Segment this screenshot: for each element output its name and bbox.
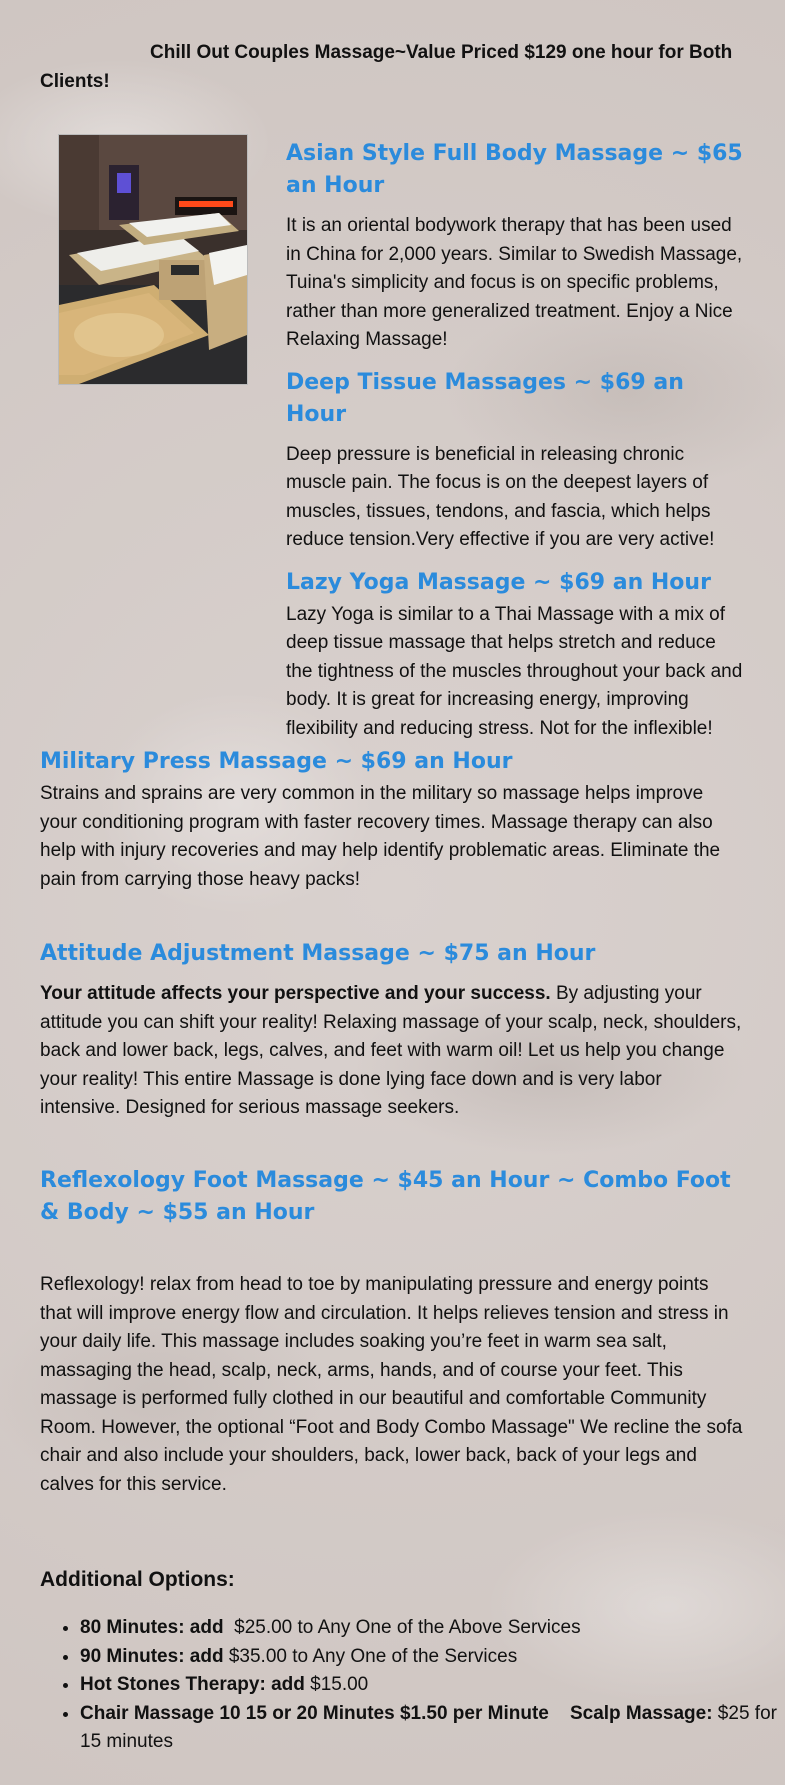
option-label: Chair Massage 10 15 or 20 Minutes $1.50 per Minute Scalp Massage: bbox=[80, 1702, 713, 1724]
additional-options-list bbox=[40, 1614, 785, 1757]
service-description: It is an oriental bodywork therapy that has been used in China for 2,000 years. Similar to Swedish Massage, Tuina's simplicity and focus is on specific problems, rather than more generalized treatment. Enjoy a Nice Relaxing Massage! bbox=[286, 215, 743, 350]
service-military-press bbox=[40, 746, 745, 894]
list-item bbox=[80, 1700, 785, 1757]
list-item bbox=[80, 1671, 785, 1700]
service-description bbox=[40, 980, 745, 1123]
option-label: 80 Minutes: add bbox=[80, 1617, 224, 1638]
additional-options-title: Additional Options: bbox=[40, 1568, 235, 1591]
service-lead-text: Your attitude affects your perspective and your success. bbox=[40, 983, 551, 1004]
option-text: $35.00 to Any One of the Services bbox=[223, 1645, 518, 1667]
service-reflexology bbox=[40, 1165, 745, 1499]
list-item bbox=[80, 1614, 785, 1643]
couples-massage-intro: Chill Out Couples Massage~Value Priced $129 one hour for Both Clients! bbox=[40, 42, 733, 92]
service-asian-style bbox=[286, 138, 746, 355]
service-title: Reflexology Foot Massage ~ $45 an Hour ~ Combo Foot & Body ~ $55 an Hour bbox=[40, 1168, 731, 1225]
service-deep-tissue bbox=[286, 367, 746, 555]
option-label: 90 Minutes: add bbox=[80, 1645, 224, 1667]
service-title: Deep Tissue Massages ~ $69 an Hour bbox=[286, 369, 684, 427]
service-description: Strains and sprains are very common in the military so massage helps improve your conditioning program with faster recovery times. Massage therapy can also help with injury recoveries and may help identify problematic areas. Eliminate the pain from carrying those heavy packs! bbox=[40, 783, 721, 890]
service-lazy-yoga bbox=[286, 567, 746, 744]
cutoff-text bbox=[40, 0, 45, 10]
list-item bbox=[80, 1643, 785, 1672]
service-title: Attitude Adjustment Massage ~ $75 an Hour bbox=[40, 941, 596, 966]
service-description: Reflexology! relax from head to toe by manipulating pressure and energy points that will improve energy flow and circulation. It helps relieves tension and stress in your daily life. This massage includes soaking you’re feet in warm sea salt, massaging the head, scalp, neck, arms, hands, and of course your feet. This massage is performed fully clothed in our beautiful and comfortable Community Room. However, the optional “Foot and Body Combo Massage" We recline the sofa chair and also include your shoulders, back, lower back, back of your legs and calves for this service. bbox=[40, 1274, 743, 1495]
service-title: Asian Style Full Body Massage ~ $65 an Hour bbox=[286, 141, 743, 198]
option-text: $25.00 to Any One of the Above Services bbox=[223, 1617, 581, 1638]
option-text: $15.00 bbox=[304, 1674, 369, 1695]
service-attitude-adjustment bbox=[40, 938, 745, 1123]
service-title: Military Press Massage ~ $69 an Hour bbox=[40, 749, 513, 774]
service-description: Deep pressure is beneficial in releasing chronic muscle pain. The focus is on the deepest layers of muscles, tissues, tendons, and fascia, which helps reduce tension.Very effective if you are very active! bbox=[286, 443, 715, 550]
service-description-text: By adjusting your attitude you can shift your reality! Relaxing massage of your scalp, neck, shoulders, back and lower back, legs, calves, and feet with warm oil! Let us help you change your reality! This entire Massage is done lying face down and is very labor intensive. Designed for serious massage seekers. bbox=[40, 983, 742, 1118]
option-label: Hot Stones Therapy: add bbox=[80, 1674, 305, 1695]
top-services-column bbox=[286, 138, 746, 743]
service-description: Lazy Yoga is similar to a Thai Massage with a mix of deep tissue massage that helps stretch and reduce the tightness of the muscles throughout your back and body. It is great for increasing energy, improving flexibility and reducing stress. Not for the inflexible! bbox=[286, 603, 743, 739]
service-title: Lazy Yoga Massage ~ $69 an Hour bbox=[286, 569, 711, 595]
massage-room-photo bbox=[58, 134, 248, 385]
option-text: $25 for 15 minutes bbox=[80, 1702, 783, 1752]
